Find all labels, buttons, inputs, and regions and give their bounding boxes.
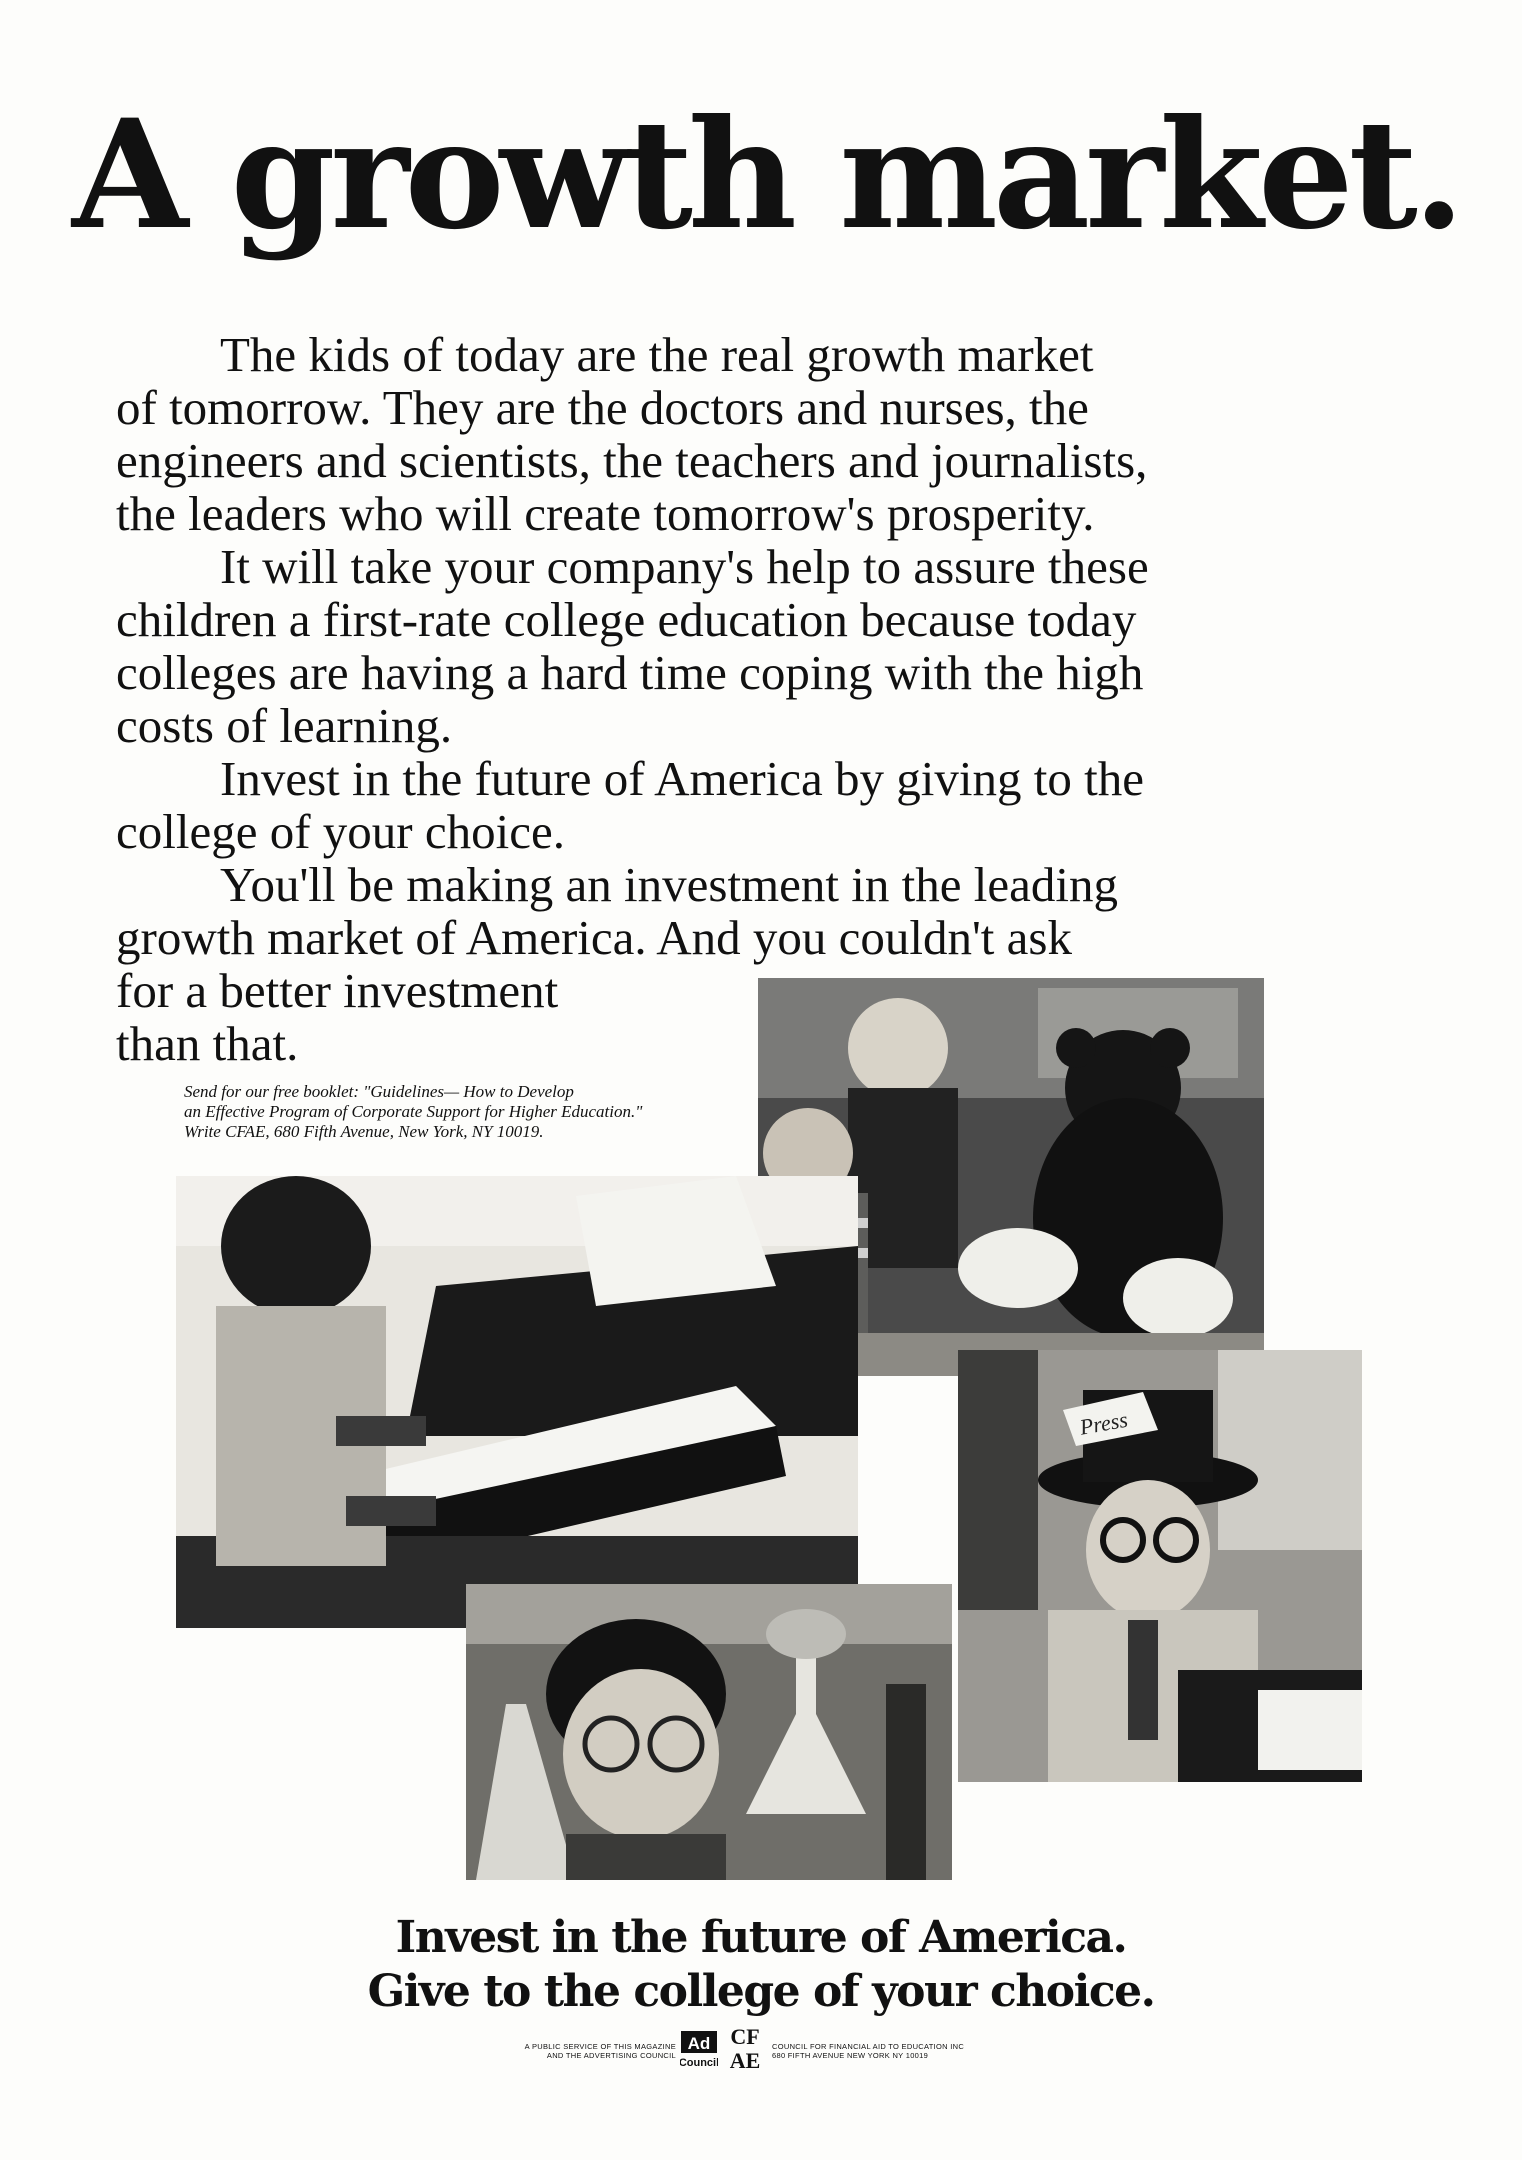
photo-boy-piano (176, 1176, 858, 1628)
tagline-line-2: Give to the college of your choice. (367, 1966, 1155, 2017)
body-copy (116, 327, 1368, 1071)
svg-text:AE: AE (729, 2048, 761, 2072)
booklet-offer: Send for our free booklet: "Guidelines— How to Develop an Effective Program of Corporate Support for Higher Education." Write CFAE, 680 Fifth Avenue, New York, NY 10019. (184, 1082, 643, 1141)
svg-text:Council: Council (680, 2057, 718, 2069)
paragraph-3: Invest in the future of America by giving to the college of your choice. (116, 751, 1144, 859)
footer-public-service: A PUBLIC SERVICE OF THIS MAGAZINE AND THE ADVERTISING COUNCIL (524, 2042, 676, 2060)
photo-boy-press-hat (958, 1350, 1362, 1782)
paragraph-2: It will take your company's help to assure these children a first-rate college education because today colleges are having a hard time coping with the high costs of learning. (116, 539, 1149, 753)
footer-cfae-address: COUNCIL FOR FINANCIAL AID TO EDUCATION INC 680 FIFTH AVENUE NEW YORK NY 10019 (772, 2042, 965, 2060)
paragraph-4: You'll be making an investment in the leading growth market of America. And you couldn't ask for a better investment than that. (116, 857, 1118, 1071)
hat-card-text: Press (1077, 1406, 1130, 1440)
ad-council-logo (680, 2030, 718, 2070)
headline: A growth market. (72, 87, 1461, 263)
svg-text:Ad: Ad (687, 2034, 711, 2053)
svg-text:CF: CF (730, 2024, 760, 2049)
cfae-logo (722, 2024, 768, 2072)
photo-boy-lab (466, 1584, 952, 1880)
tagline-line-1: Invest in the future of America. (395, 1912, 1127, 1963)
paragraph-1: The kids of today are the real growth market of tomorrow. They are the doctors and nurses, the engineers and scientists, the teachers and journalists, the leaders who will create tomorrow's prosperity. (116, 327, 1148, 541)
